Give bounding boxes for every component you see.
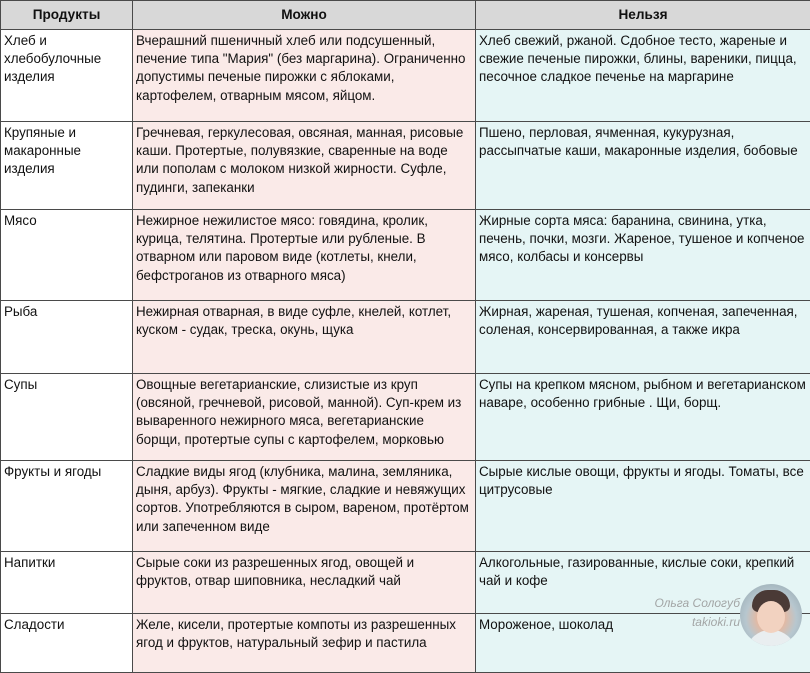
forbidden-cell: Хлеб свежий, ржаной. Сдобное тесто, жареные и свежие печеные пирожки, блины, вареники, пицца, песочное сладкое печенье на маргарине bbox=[476, 30, 810, 122]
allowed-cell: Овощные вегетарианские, слизистые из круп (овсяной, гречневой, рисовой, манной). Суп-крем из вываренного нежирного мяса, вегетарианские борщи, протертые супы с картофелем, морковью bbox=[133, 374, 476, 461]
forbidden-cell: Супы на крепком мясном, рыбном и вегетарианском наваре, особенно грибные . Щи, борщ. bbox=[476, 374, 810, 461]
allowed-cell: Нежирное нежилистое мясо: говядина, кролик, курица, телятина. Протертые или рубленые. В отварном или паровом виде (котлеты, кнели, бефстроганов из отварного мяса) bbox=[133, 210, 476, 301]
allowed-cell: Вчерашний пшеничный хлеб или подсушенный, печение типа "Мария" (без маргарина). Ограниченно допустимы печеные пирожки с яблоками, картофелем, отварным мясом, яйцом. bbox=[133, 30, 476, 122]
forbidden-cell: Сырые кислые овощи, фрукты и ягоды. Томаты, все цитрусовые bbox=[476, 461, 810, 552]
allowed-cell: Желе, кисели, протертые компоты из разрешенных ягод и фруктов, натуральный зефир и пастила bbox=[133, 614, 476, 673]
category-cell: Напитки bbox=[1, 552, 133, 614]
table-row bbox=[1, 374, 810, 461]
forbidden-cell: Пшено, перловая, ячменная, кукурузная, рассыпчатые каши, макаронные изделия, бобовые bbox=[476, 122, 810, 210]
table-row bbox=[1, 122, 810, 210]
category-cell: Рыба bbox=[1, 301, 133, 374]
category-cell: Хлеб и хлебобулочные изделия bbox=[1, 30, 133, 122]
forbidden-cell: Мороженое, шоколад bbox=[476, 614, 810, 673]
category-cell: Фрукты и ягоды bbox=[1, 461, 133, 552]
category-cell: Супы bbox=[1, 374, 133, 461]
forbidden-cell: Алкогольные, газированные, кислые соки, крепкий чай и кофе bbox=[476, 552, 810, 614]
allowed-cell: Сладкие виды ягод (клубника, малина, земляника, дыня, арбуз). Фрукты - мягкие, сладкие и невяжущих сортов. Употребляются в сыром, вареном, протёртом или запеченном виде bbox=[133, 461, 476, 552]
header-products: Продукты bbox=[1, 1, 133, 30]
table-row bbox=[1, 301, 810, 374]
watermark bbox=[630, 594, 740, 632]
watermark-site: takioki.ru bbox=[630, 613, 740, 632]
category-cell: Крупяные и макаронные изделия bbox=[1, 122, 133, 210]
header-forbidden: Нельзя bbox=[476, 1, 810, 30]
watermark-author: Ольга Сологуб bbox=[630, 594, 740, 613]
forbidden-cell: Жирные сорта мяса: баранина, свинина, утка, печень, почки, мозги. Жареное, тушеное и копченое мясо, колбасы и консервы bbox=[476, 210, 810, 301]
author-avatar bbox=[740, 584, 802, 646]
header-allowed: Можно bbox=[133, 1, 476, 30]
allowed-cell: Нежирная отварная, в виде суфле, кнелей, котлет, куском - судак, треска, окунь, щука bbox=[133, 301, 476, 374]
allowed-cell: Гречневая, геркулесовая, овсяная, манная, рисовые каши. Протертые, полувязкие, сваренные на воде или пополам с молоком низкой жирности. Суфле, пудинги, запеканки bbox=[133, 122, 476, 210]
table-row bbox=[1, 30, 810, 122]
table-row bbox=[1, 210, 810, 301]
table-row bbox=[1, 461, 810, 552]
header-row bbox=[1, 1, 810, 30]
category-cell: Сладости bbox=[1, 614, 133, 673]
allowed-cell: Сырые соки из разрешенных ягод, овощей и фруктов, отвар шиповника, несладкий чай bbox=[133, 552, 476, 614]
category-cell: Мясо bbox=[1, 210, 133, 301]
forbidden-cell: Жирная, жареная, тушеная, копченая, запеченная, соленая, консервированная, а также икра bbox=[476, 301, 810, 374]
